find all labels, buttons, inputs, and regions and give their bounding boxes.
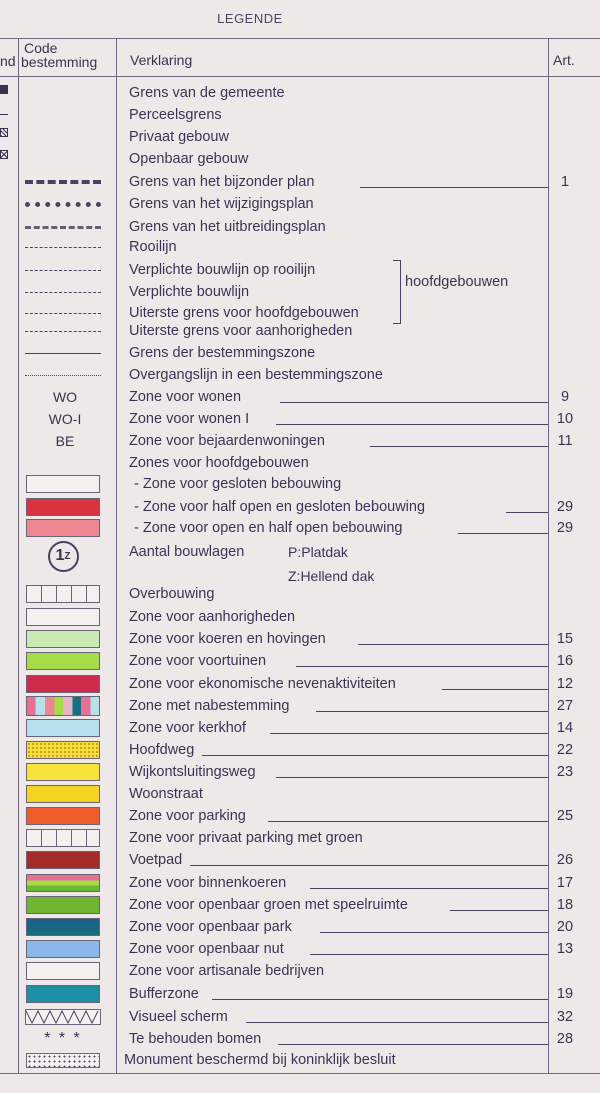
leader-line — [280, 402, 548, 403]
legend-row — [0, 805, 600, 827]
header-verklaring: Verklaring — [130, 52, 193, 68]
row-label: Woonstraat — [129, 786, 203, 802]
header-bottom-rule — [0, 76, 600, 77]
row-code: BE — [55, 433, 75, 449]
header-code-line1: Code — [24, 40, 58, 56]
row-label: Zone voor privaat parking met groen — [129, 830, 363, 846]
legend-row — [0, 916, 600, 938]
row-label: Zones voor hoofdgebouwen — [129, 455, 309, 471]
row-label: Overgangslijn in een bestemmingszone — [129, 367, 383, 383]
legend-row — [0, 673, 600, 695]
row-label: Monument beschermd bij koninklijk besluit — [124, 1052, 396, 1068]
legend-row — [0, 827, 600, 849]
legend-row — [0, 938, 600, 960]
row-label: Zone voor bejaardenwoningen — [129, 433, 325, 449]
leader-line — [268, 821, 548, 822]
zone-swatch — [25, 628, 101, 650]
legend-row — [0, 606, 600, 628]
row-code: WO — [52, 389, 78, 405]
leader-line — [506, 512, 548, 513]
row-article: 17 — [556, 875, 574, 891]
legend-row — [0, 783, 600, 805]
row-label: Zone voor artisanale bedrijven — [129, 963, 325, 979]
zone-swatch — [25, 894, 101, 916]
row-label: Te behouden bomen — [129, 1031, 262, 1047]
row-label: Zone voor wonen I — [129, 411, 250, 427]
zone-swatch — [25, 761, 101, 783]
zone-swatch — [25, 583, 101, 605]
boundary-line-symbol — [25, 320, 101, 342]
header-top-rule — [0, 38, 600, 39]
row-label: Verplichte bouwlijn op rooilijn — [129, 262, 316, 278]
legend-row — [0, 650, 600, 672]
row-label: - Zone voor open en half open bebouwing — [134, 520, 403, 536]
row-label: Visueel scherm — [129, 1009, 228, 1025]
row-label: Voetpad — [129, 852, 183, 868]
zone-swatch — [25, 849, 101, 871]
legend-row — [0, 126, 600, 148]
boundary-line-symbol — [25, 216, 101, 238]
legend-row — [0, 236, 600, 258]
zone-swatch — [25, 938, 101, 960]
legend-row — [0, 496, 600, 518]
leader-line — [450, 910, 548, 911]
zone-swatch — [25, 827, 101, 849]
zone-swatch — [25, 496, 101, 518]
row-article: 29 — [556, 499, 574, 515]
floors-circle-symbol — [25, 541, 101, 571]
zone-swatch — [25, 783, 101, 805]
legend-row — [0, 872, 600, 894]
table-bottom-rule — [0, 1073, 600, 1074]
row-label: Zone voor binnenkoeren — [129, 875, 287, 891]
floors-number: 1 — [55, 547, 65, 564]
row-article: 23 — [556, 764, 574, 780]
row-article: 18 — [556, 897, 574, 913]
zone-swatch — [25, 739, 101, 761]
leader-line — [246, 1022, 548, 1023]
legend-row — [0, 960, 600, 982]
row-label: Grens der bestemmingszone — [129, 345, 316, 361]
row-label: Rooilijn — [129, 239, 177, 255]
row-label: Grens van het wijzigingsplan — [129, 196, 314, 212]
zone-swatch — [25, 517, 101, 539]
leader-line — [360, 187, 548, 188]
zone-swatch — [25, 650, 101, 672]
leader-line — [276, 424, 548, 425]
legend-row — [0, 517, 600, 539]
row-label: Grens van het bijzonder plan — [129, 174, 315, 190]
row-label: Zone voor openbaar nut — [129, 941, 284, 957]
legend-row — [0, 171, 600, 193]
leader-line — [212, 999, 548, 1000]
row-article: 28 — [556, 1031, 574, 1047]
row-label: Zone voor parking — [129, 808, 246, 824]
legend-row — [0, 761, 600, 783]
roof-note-z: Z:Hellend dak — [288, 568, 375, 584]
row-article: 14 — [556, 720, 574, 736]
row-label: Zone voor koeren en hovingen — [129, 631, 326, 647]
zone-swatch — [25, 717, 101, 739]
legend-row — [0, 148, 600, 170]
legend-row — [0, 259, 600, 281]
row-label: Wijkontsluitingsweg — [129, 764, 256, 780]
row-label: Overbouwing — [129, 586, 215, 602]
leader-line — [202, 755, 548, 756]
row-label: Aantal bouwlagen — [129, 544, 245, 560]
leader-line — [370, 446, 548, 447]
zone-swatch — [25, 695, 101, 717]
row-label: Privaat gebouw — [129, 129, 229, 145]
floors-superscript: Z — [64, 550, 71, 562]
boundary-line-symbol — [25, 364, 101, 386]
row-article: 11 — [557, 433, 573, 449]
row-label: Zone voor openbaar groen met speelruimte — [129, 897, 408, 913]
legend-row — [0, 408, 600, 430]
header-code-line2: bestemming — [21, 54, 98, 70]
row-label: Uiterste grens voor hoofdgebouwen — [129, 305, 359, 321]
row-label: Bufferzone — [129, 986, 199, 1002]
row-article: 19 — [556, 986, 574, 1002]
boundary-line-symbol — [25, 236, 101, 258]
legend-row — [0, 1028, 600, 1050]
leader-line — [310, 954, 548, 955]
zone-swatch — [25, 673, 101, 695]
row-label: Zone met nabestemming — [129, 698, 290, 714]
legend-row — [0, 628, 600, 650]
legend-row — [0, 1006, 600, 1028]
roof-note-p: P:Platdak — [288, 544, 348, 560]
row-label: Zone voor openbaar park — [129, 919, 292, 935]
legend-row — [0, 364, 600, 386]
legend-row — [0, 541, 600, 584]
legend-row — [0, 1049, 600, 1071]
boundary-line-symbol — [25, 193, 101, 215]
legend-row — [0, 894, 600, 916]
row-label: Grens van het uitbreidingsplan — [129, 219, 326, 235]
row-label: Zone voor aanhorigheden — [129, 609, 296, 625]
row-label: Verplichte bouwlijn — [129, 284, 250, 300]
boundary-line-symbol — [25, 342, 101, 364]
leader-line — [316, 711, 548, 712]
row-article: 22 — [556, 742, 574, 758]
row-label: Grens van de gemeente — [129, 85, 285, 101]
row-article: 26 — [556, 852, 574, 868]
leader-line — [276, 777, 548, 778]
row-article: 32 — [556, 1009, 574, 1025]
row-article: 16 — [556, 653, 574, 669]
row-label: Zone voor voortuinen — [129, 653, 267, 669]
legend-row — [0, 320, 600, 342]
header-left-partial: nd — [0, 53, 16, 69]
legend-row — [0, 583, 600, 605]
trees-symbol: * * * — [44, 1030, 82, 1047]
zone-swatch — [25, 960, 101, 982]
leader-line — [358, 644, 548, 645]
legend-row — [0, 452, 600, 474]
row-article: 1 — [560, 174, 570, 190]
row-label: Openbaar gebouw — [129, 151, 249, 167]
legend-row — [0, 281, 600, 303]
legend-row — [0, 342, 600, 364]
bracket-label: hoofdgebouwen — [405, 274, 509, 290]
leader-line — [458, 533, 548, 534]
legend-row — [0, 717, 600, 739]
zone-swatch — [25, 916, 101, 938]
zone-swatch — [25, 473, 101, 495]
leader-line — [320, 932, 548, 933]
row-article: 29 — [556, 520, 574, 536]
row-article: 10 — [556, 411, 574, 427]
zone-swatch — [25, 872, 101, 894]
legend-row — [0, 82, 600, 104]
row-label: Zone voor wonen — [129, 389, 242, 405]
visual-screen-symbol — [25, 1006, 101, 1028]
row-article: 13 — [556, 941, 574, 957]
legend-row — [0, 695, 600, 717]
legend-title: LEGENDE — [217, 11, 283, 26]
row-article: 25 — [556, 808, 574, 824]
leader-line — [296, 666, 548, 667]
bracket — [393, 260, 401, 324]
row-label: Zone voor kerkhof — [129, 720, 246, 736]
legend-row — [0, 104, 600, 126]
row-article: 9 — [560, 389, 570, 405]
boundary-line-symbol — [25, 259, 101, 281]
row-article: 20 — [556, 919, 574, 935]
leader-line — [278, 1044, 548, 1045]
legend-row — [0, 193, 600, 215]
zone-swatch — [25, 983, 101, 1005]
boundary-line-symbol — [25, 171, 101, 193]
row-article: 27 — [556, 698, 574, 714]
legend-row — [0, 216, 600, 238]
legend-row — [0, 386, 600, 408]
row-label: - Zone voor half open en gesloten bebouwing — [134, 499, 426, 515]
legend-row — [0, 739, 600, 761]
row-article: 15 — [556, 631, 574, 647]
row-label: Perceelsgrens — [129, 107, 222, 123]
leader-line — [442, 689, 548, 690]
monument-symbol — [25, 1049, 101, 1071]
row-code: WO-I — [48, 411, 82, 427]
legend-row — [0, 430, 600, 452]
leader-line — [310, 888, 548, 889]
boundary-line-symbol — [25, 281, 101, 303]
leader-line — [190, 865, 548, 866]
row-label: Hoofdweg — [129, 742, 195, 758]
legend-row — [0, 849, 600, 871]
row-article: 12 — [556, 676, 574, 692]
zone-swatch — [25, 606, 101, 628]
leader-line — [270, 733, 548, 734]
header-art: Art. — [553, 52, 575, 68]
legend-row — [0, 983, 600, 1005]
row-label: - Zone voor gesloten bebouwing — [134, 476, 342, 492]
legend-row — [0, 473, 600, 495]
row-label: Zone voor ekonomische nevenaktiviteiten — [129, 676, 396, 692]
row-label: Uiterste grens voor aanhorigheden — [129, 323, 353, 339]
zone-swatch — [25, 805, 101, 827]
